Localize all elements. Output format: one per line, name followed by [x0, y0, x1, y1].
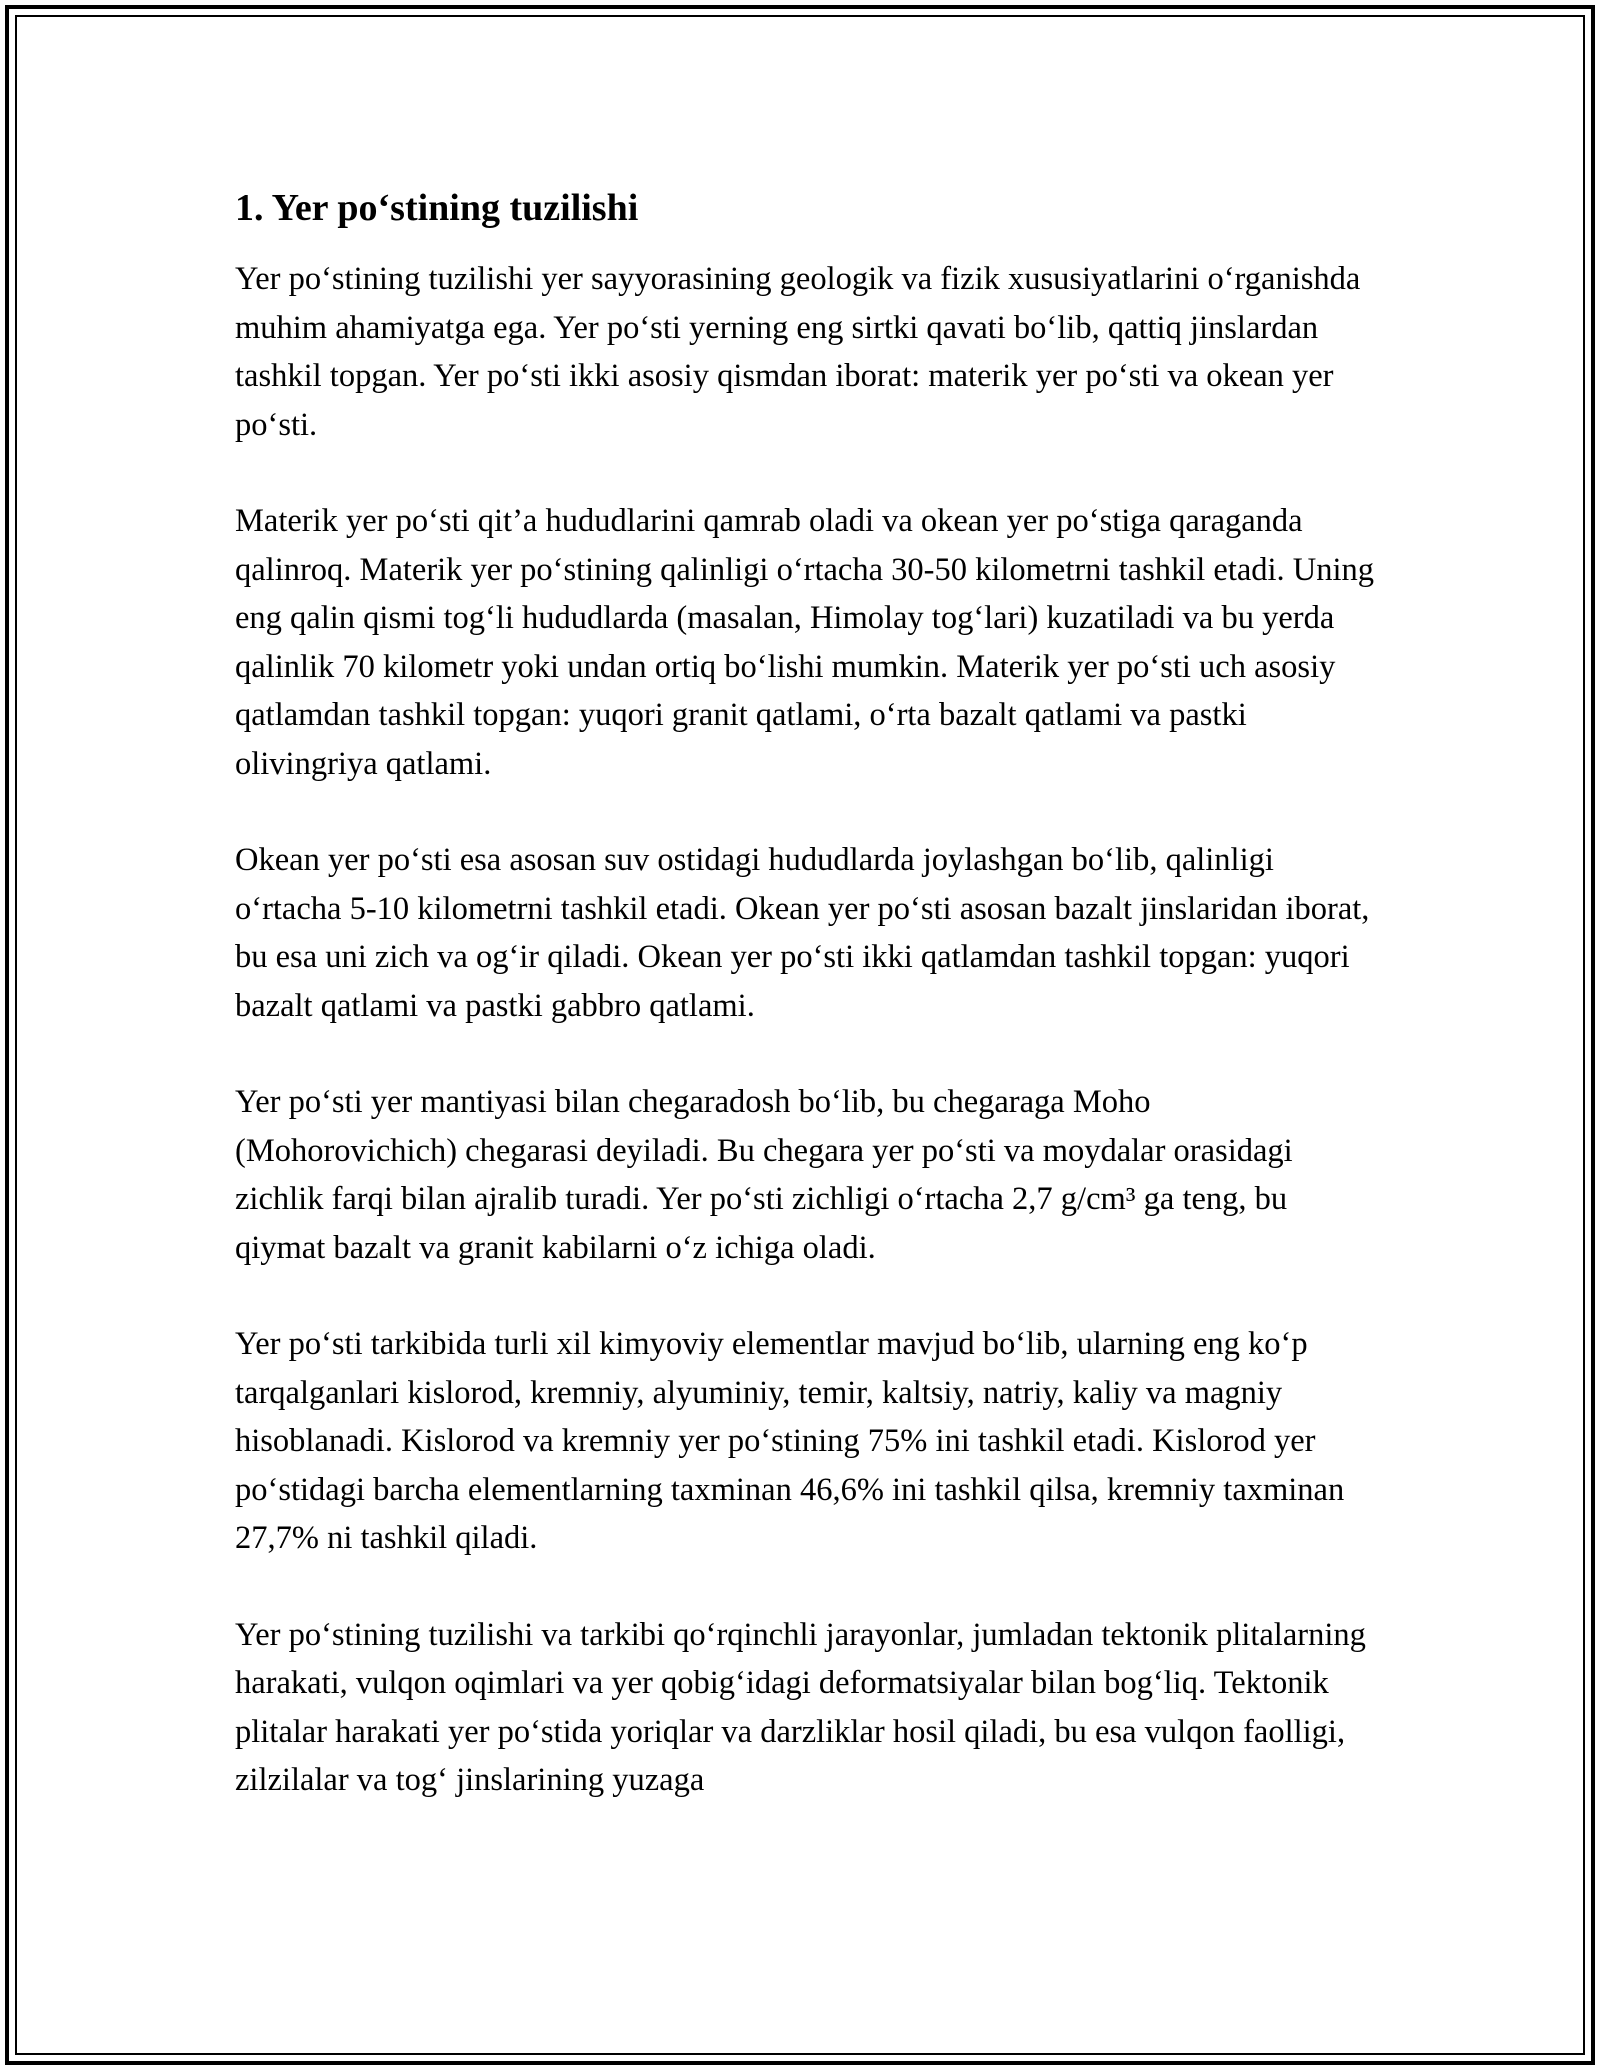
paragraph: Yer po‘stining tuzilishi va tarkibi qo‘rqinchli jarayonlar, jumladan tektonik plitalarning harakati, vulqon oqimlari va yer qobig‘idagi deformatsiyalar bilan bog‘liq. Tektonik plitalar harakati yer po‘stida yoriqlar va darzliklar hosil qiladi, bu esa vulqon faolligi, zilzilalar va tog‘ jinslarining yuzaga	[235, 1616, 1366, 1798]
document-body	[235, 183, 1380, 1853]
section-heading: 1. Yer po‘stining tuzilishi	[235, 187, 639, 229]
paragraph: Yer po‘sti tarkibida turli xil kimyoviy elementlar mavjud bo‘lib, ularning eng ko‘p tarqalganlari kislorod, kremniy, alyuminiy, temir, kaltsiy, natriy, kaliy va magniy hisoblanadi. Kislorod va kremniy yer po‘stining 75% ini tashkil etadi. Kislorod yer po‘stidagi barcha elementlarning taxminan 46,6% ini tashkil qilsa, kremniy taxminan 27,7% ni tashkil qiladi.	[235, 1326, 1345, 1556]
paragraph: Materik yer po‘sti qit’a hududlarini qamrab oladi va okean yer po‘stiga qaraganda qalinroq. Materik yer po‘stining qalinligi o‘rtacha 30-50 kilometrni tashkil etadi. Uning eng qalin qismi tog‘li hududlarda (masalan, Himolay tog‘lari) kuzatiladi va bu yerda qalinlik 70 kilometr yoki undan ortiq bo‘lishi mumkin. Materik yer po‘sti uch asosiy qatlamdan tashkil topgan: yuqori granit qatlami, o‘rta bazalt qatlami va pastki olivingriya qatlami.	[235, 503, 1375, 782]
paragraph: Yer po‘sti yer mantiyasi bilan chegaradosh bo‘lib, bu chegaraga Moho (Mohorovichich) chegarasi deyiladi. Bu chegara yer po‘sti va moydalar orasidagi zichlik farqi bilan ajralib turadi. Yer po‘sti zichligi o‘rtacha 2,7 g/cm³ ga teng, bu qiymat bazalt va granit kabilarni o‘z ichiga oladi.	[235, 1084, 1293, 1266]
paragraph: Okean yer po‘sti esa asosan suv ostidagi hududlarda joylashgan bo‘lib, qalinligi o‘rtacha 5-10 kilometrni tashkil etadi. Okean yer po‘sti asosan bazalt jinslaridan iborat, bu esa uni zich va og‘ir qiladi. Okean yer po‘sti ikki qatlamdan tashkil topgan: yuqori bazalt qatlami va pastki gabbro qatlami.	[235, 842, 1370, 1024]
paragraph: Yer po‘stining tuzilishi yer sayyorasining geologik va fizik xususiyatlarini o‘rganishda muhim ahamiyatga ega. Yer po‘sti yerning eng sirtki qavati bo‘lib, qattiq jinslardan tashkil topgan. Yer po‘sti ikki asosiy qismdan iborat: materik yer po‘sti va okean yer po‘sti.	[235, 261, 1361, 443]
